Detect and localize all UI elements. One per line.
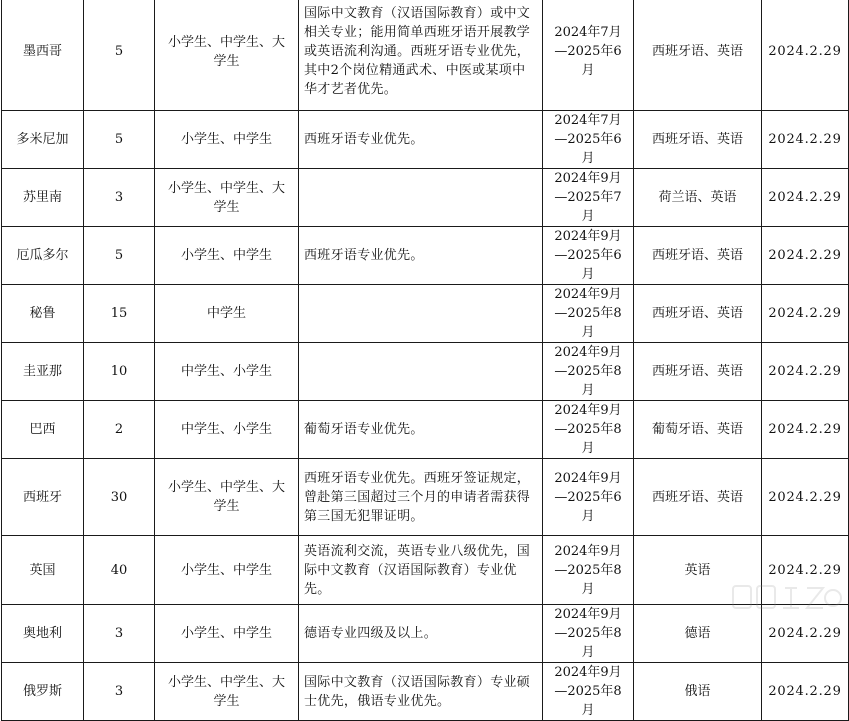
table-row (2, 227, 849, 285)
country-cell: 墨西哥 (2, 0, 84, 111)
students-cell: 小学生、中学生、大学生 (155, 169, 299, 227)
country-cell: 厄瓜多尔 (2, 227, 84, 285)
table-row (2, 605, 849, 663)
requirements-cell (299, 343, 543, 401)
country-cell: 俄罗斯 (2, 663, 84, 721)
students-cell: 小学生、中学生 (155, 111, 299, 169)
deadline-cell: 2024.2.29 (762, 605, 849, 663)
requirements-cell: 德语专业四级及以上。 (299, 605, 543, 663)
watermark-mark (727, 578, 845, 618)
students-cell: 中学生 (155, 285, 299, 343)
languages-cell: 英语 (634, 536, 762, 605)
deadline-cell: 2024.2.29 (762, 343, 849, 401)
languages-cell: 俄语 (634, 663, 762, 721)
students-cell: 小学生、中学生 (155, 536, 299, 605)
period-cell: 2024年9月—2025年6月 (543, 459, 634, 536)
quota-cell: 5 (84, 111, 155, 169)
quota-cell: 10 (84, 343, 155, 401)
deadline-cell: 2024.2.29 (762, 227, 849, 285)
languages-cell: 西班牙语、英语 (634, 111, 762, 169)
period-cell: 2024年7月—2025年6月 (543, 0, 634, 111)
country-cell: 圭亚那 (2, 343, 84, 401)
languages-cell: 西班牙语、英语 (634, 285, 762, 343)
languages-cell: 西班牙语、英语 (634, 227, 762, 285)
requirements-cell: 国际中文教育（汉语国际教育）专业硕士优先，俄语专业优先。 (299, 663, 543, 721)
country-cell: 多米尼加 (2, 111, 84, 169)
table-row (2, 111, 849, 169)
deadline-cell: 2024.2.29 (762, 0, 849, 111)
table-row (2, 169, 849, 227)
table-row (2, 663, 849, 721)
period-cell: 2024年7月—2025年6月 (543, 111, 634, 169)
deadline-cell: 2024.2.29 (762, 459, 849, 536)
table-row (2, 343, 849, 401)
period-cell: 2024年9月—2025年8月 (543, 536, 634, 605)
requirements-cell: 国际中文教育（汉语国际教育）或中文相关专业；能用简单西班牙语开展教学或英语流利沟通。西班牙语专业优先，其中2个岗位精通武术、中医或某项中华才艺者优先。 (299, 0, 543, 111)
students-cell: 小学生、中学生、大学生 (155, 0, 299, 111)
table-row (2, 401, 849, 459)
languages-cell: 西班牙语、英语 (634, 459, 762, 536)
quota-cell: 3 (84, 169, 155, 227)
requirements-cell: 英语流利交流，英语专业八级优先，国际中文教育（汉语国际教育）专业优先。 (299, 536, 543, 605)
languages-cell: 荷兰语、英语 (634, 169, 762, 227)
requirements-cell: 西班牙语专业优先。西班牙签证规定，曾赴第三国超过三个月的申请者需获得第三国无犯罪证明。 (299, 459, 543, 536)
country-cell: 西班牙 (2, 459, 84, 536)
deadline-cell: 2024.2.29 (762, 536, 849, 605)
quota-cell: 3 (84, 605, 155, 663)
period-cell: 2024年9月—2025年7月 (543, 169, 634, 227)
students-cell: 中学生、小学生 (155, 401, 299, 459)
period-cell: 2024年9月—2025年8月 (543, 343, 634, 401)
requirements-cell (299, 169, 543, 227)
requirements-cell: 葡萄牙语专业优先。 (299, 401, 543, 459)
period-cell: 2024年9月—2025年8月 (543, 401, 634, 459)
period-cell: 2024年9月—2025年8月 (543, 663, 634, 721)
volunteer-quota-table (1, 0, 849, 721)
table-row (2, 459, 849, 536)
quota-cell: 2 (84, 401, 155, 459)
quota-cell: 5 (84, 227, 155, 285)
deadline-cell: 2024.2.29 (762, 285, 849, 343)
country-cell: 英国 (2, 536, 84, 605)
quota-cell: 3 (84, 663, 155, 721)
period-cell: 2024年9月—2025年8月 (543, 285, 634, 343)
students-cell: 小学生、中学生、大学生 (155, 663, 299, 721)
languages-cell: 西班牙语、英语 (634, 0, 762, 111)
quota-cell: 40 (84, 536, 155, 605)
quota-cell: 5 (84, 0, 155, 111)
students-cell: 小学生、中学生 (155, 605, 299, 663)
deadline-cell: 2024.2.29 (762, 169, 849, 227)
country-cell: 苏里南 (2, 169, 84, 227)
country-cell: 秘鲁 (2, 285, 84, 343)
requirements-cell: 西班牙语专业优先。 (299, 111, 543, 169)
country-cell: 巴西 (2, 401, 84, 459)
period-cell: 2024年9月—2025年6月 (543, 227, 634, 285)
students-cell: 小学生、中学生 (155, 227, 299, 285)
table-row (2, 0, 849, 111)
quota-cell: 15 (84, 285, 155, 343)
country-cell: 奥地利 (2, 605, 84, 663)
requirements-cell (299, 285, 543, 343)
students-cell: 中学生、小学生 (155, 343, 299, 401)
period-cell: 2024年9月—2025年8月 (543, 605, 634, 663)
deadline-cell: 2024.2.29 (762, 401, 849, 459)
languages-cell: 西班牙语、英语 (634, 343, 762, 401)
deadline-cell: 2024.2.29 (762, 111, 849, 169)
languages-cell: 葡萄牙语、英语 (634, 401, 762, 459)
table-row (2, 536, 849, 605)
quota-cell: 30 (84, 459, 155, 536)
languages-cell: 德语 (634, 605, 762, 663)
table-row (2, 285, 849, 343)
requirements-cell: 西班牙语专业优先。 (299, 227, 543, 285)
deadline-cell: 2024.2.29 (762, 663, 849, 721)
students-cell: 小学生、中学生、大学生 (155, 459, 299, 536)
